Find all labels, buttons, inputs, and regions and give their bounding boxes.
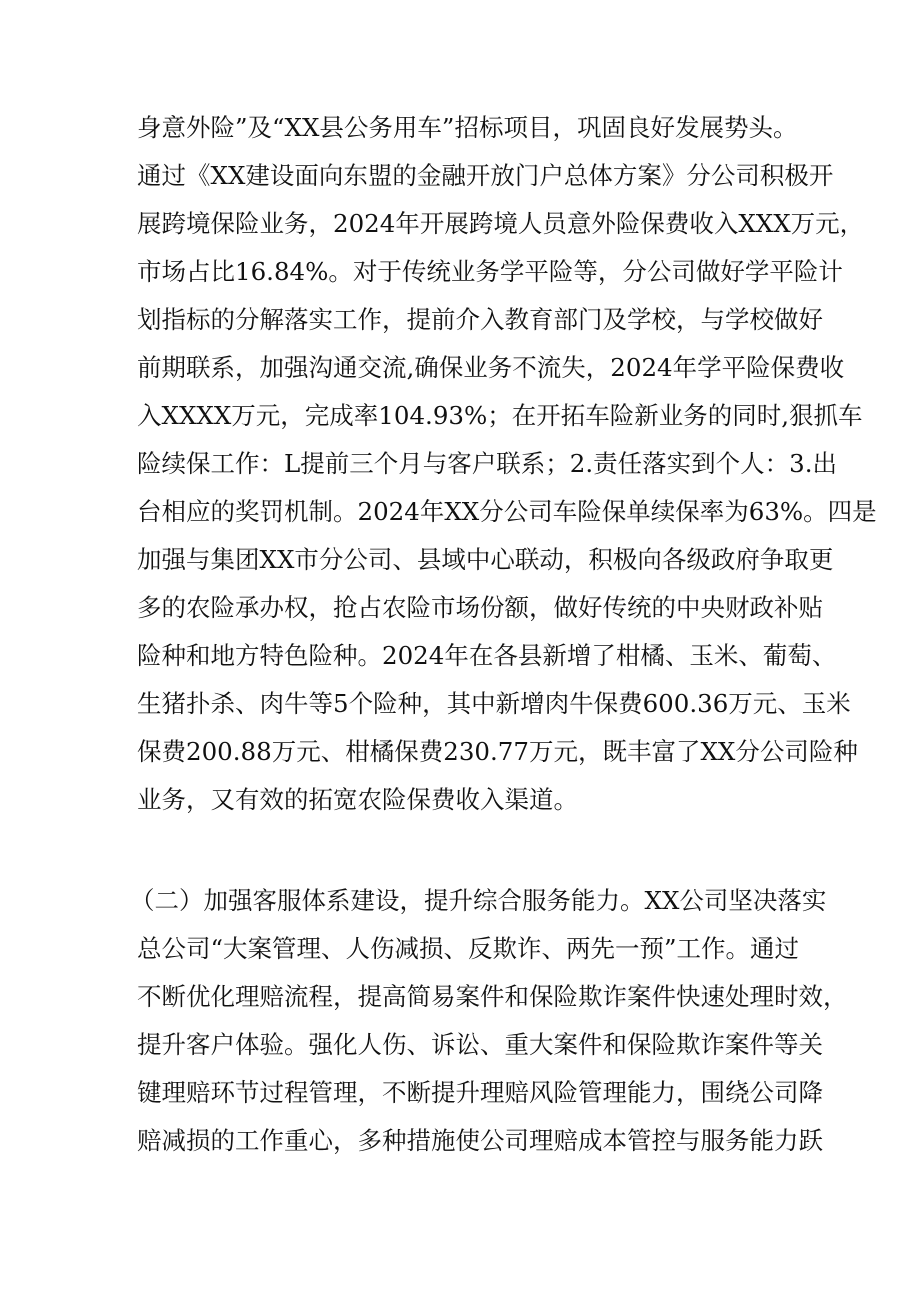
paragraph-line: 险种和地方特色险种。2024年在各县新增了柑橘、玉米、葡萄、 bbox=[137, 641, 837, 670]
paragraph-line: 展跨境保险业务，2024年开展跨境人员意外险保费收入XXX万元， bbox=[137, 209, 865, 238]
paragraph-line: 提升客户体验。强化人伤、诉讼、重大案件和保险欺诈案件等关 bbox=[137, 1030, 823, 1059]
paragraph-line: 身意外险”及“XX县公务用车”招标项目，巩固良好发展势头。 bbox=[137, 113, 798, 142]
paragraph-line: 多的农险承办权，抢占农险市场份额，做好传统的中央财政补贴 bbox=[137, 593, 823, 622]
paragraph-line: 入XXXX万元，完成率104.93%；在开拓车险新业务的同时,狠抓车 bbox=[137, 401, 863, 430]
paragraph-line: （二）加强客服体系建设，提升综合服务能力。XX公司坚决落实 bbox=[130, 886, 827, 915]
paragraph-line: 市场占比16.84%。对于传统业务学平险等，分公司做好学平险计 bbox=[137, 257, 843, 286]
paragraph-line: 键理赔环节过程管理，不断提升理赔风险管理能力，围绕公司降 bbox=[137, 1078, 823, 1107]
paragraph-line: 通过《XX建设面向东盟的金融开放门户总体方案》分公司积极开 bbox=[137, 161, 834, 190]
paragraph-line: 保费200.88万元、柑橘保费230.77万元，既丰富了XX分公司险种 bbox=[137, 737, 858, 766]
paragraph-line: 加强与集团XX市分公司、县域中心联动，积极向各级政府争取更 bbox=[137, 545, 834, 574]
paragraph-line: 总公司“大案管理、人伤减损、反欺诈、两先一预”工作。通过 bbox=[137, 934, 800, 963]
paragraph-line: 台相应的奖罚机制。2024年XX分公司车险保单续保率为63%。四是 bbox=[137, 497, 877, 526]
paragraph-line: 不断优化理赔流程，提高简易案件和保险欺诈案件快速处理时效， bbox=[137, 982, 848, 1011]
paragraph-line: 业务，又有效的拓宽农险保费收入渠道。 bbox=[137, 785, 578, 814]
paragraph-line: 险续保工作：L提前三个月与客户联系；2.责任落实到个人：3.出 bbox=[137, 449, 838, 478]
paragraph-line: 前期联系，加强沟通交流,确保业务不流失，2024年学平险保费收 bbox=[137, 353, 845, 382]
paragraph-line: 划指标的分解落实工作，提前介入教育部门及学校，与学校做好 bbox=[137, 305, 823, 334]
paragraph-line: 赔减损的工作重心，多种措施使公司理赔成本管控与服务能力跃 bbox=[137, 1126, 823, 1155]
paragraph-line: 生猪扑杀、肉牛等5个险种，其中新增肉牛保费600.36万元、玉米 bbox=[137, 689, 851, 718]
